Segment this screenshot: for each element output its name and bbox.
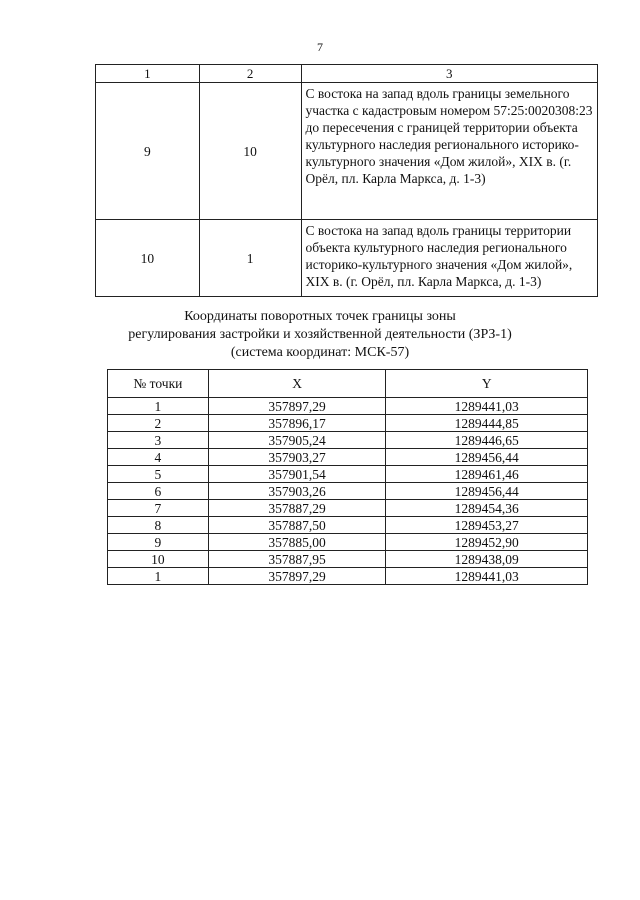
y-cell: 1289441,03 <box>386 568 588 585</box>
point-number-header: № точки <box>108 370 209 398</box>
to-point-cell: 10 <box>199 83 301 220</box>
table-row <box>96 220 598 297</box>
y-cell: 1289461,46 <box>386 466 588 483</box>
coordinates-body <box>108 398 588 585</box>
point-number-cell: 6 <box>108 483 209 500</box>
x-cell: 357897,29 <box>208 568 386 585</box>
y-cell: 1289444,85 <box>386 415 588 432</box>
point-number-cell: 7 <box>108 500 209 517</box>
description-cell: С востока на запад вдоль границы земельного участка с кадастровым номером 57:25:0020308:23 до пересечения с границей территории объекта культурного наследия регионального историко-культурного значения «Дом жилой», XIX в. (г. Орёл, пл. Карла Маркса, д. 1-3) <box>301 83 598 220</box>
x-cell: 357903,26 <box>208 483 386 500</box>
x-cell: 357887,95 <box>208 551 386 568</box>
coordinates-table <box>107 369 588 585</box>
y-cell: 1289446,65 <box>386 432 588 449</box>
table-row <box>108 483 588 500</box>
point-number-cell: 2 <box>108 415 209 432</box>
heading-line-2: регулирования застройки и хозяйственной деятельности (ЗРЗ-1) <box>128 327 512 342</box>
table-row <box>108 517 588 534</box>
table-row <box>108 449 588 466</box>
table-row <box>96 83 598 220</box>
point-number-cell: 10 <box>108 551 209 568</box>
y-cell: 1289453,27 <box>386 517 588 534</box>
boundary-description-table <box>95 64 598 297</box>
page-number: 7 <box>317 40 323 54</box>
x-cell: 357903,27 <box>208 449 386 466</box>
header-cell-3: 3 <box>301 65 598 83</box>
heading-line-1: Координаты поворотных точек границы зоны <box>184 309 456 324</box>
table-header-row <box>96 65 598 83</box>
point-number-cell: 8 <box>108 517 209 534</box>
table-row <box>108 466 588 483</box>
point-number-cell: 5 <box>108 466 209 483</box>
point-number-cell: 3 <box>108 432 209 449</box>
y-cell: 1289441,03 <box>386 398 588 415</box>
x-cell: 357905,24 <box>208 432 386 449</box>
y-cell: 1289452,90 <box>386 534 588 551</box>
from-point-cell: 9 <box>96 83 200 220</box>
coordinates-header-row <box>108 370 588 398</box>
y-header: Y <box>386 370 588 398</box>
y-cell: 1289454,36 <box>386 500 588 517</box>
header-cell-1: 1 <box>96 65 200 83</box>
header-cell-2: 2 <box>199 65 301 83</box>
table-row <box>108 568 588 585</box>
x-cell: 357901,54 <box>208 466 386 483</box>
y-cell: 1289438,09 <box>386 551 588 568</box>
table-row <box>108 432 588 449</box>
x-header: X <box>208 370 386 398</box>
point-number-cell: 1 <box>108 568 209 585</box>
x-cell: 357885,00 <box>208 534 386 551</box>
table-row <box>108 551 588 568</box>
point-number-cell: 1 <box>108 398 209 415</box>
point-number-cell: 4 <box>108 449 209 466</box>
table-row <box>108 415 588 432</box>
table-row <box>108 398 588 415</box>
coordinates-heading <box>0 308 640 362</box>
table-row <box>108 534 588 551</box>
from-point-cell: 10 <box>96 220 200 297</box>
y-cell: 1289456,44 <box>386 449 588 466</box>
x-cell: 357887,29 <box>208 500 386 517</box>
x-cell: 357887,50 <box>208 517 386 534</box>
y-cell: 1289456,44 <box>386 483 588 500</box>
table-row <box>108 500 588 517</box>
description-cell: С востока на запад вдоль границы территории объекта культурного наследия регионального историко-культурного значения «Дом жилой», XIX в. (г. Орёл, пл. Карла Маркса, д. 1-3) <box>301 220 598 297</box>
x-cell: 357897,29 <box>208 398 386 415</box>
to-point-cell: 1 <box>199 220 301 297</box>
heading-line-3: (система координат: МСК-57) <box>230 345 410 360</box>
point-number-cell: 9 <box>108 534 209 551</box>
x-cell: 357896,17 <box>208 415 386 432</box>
